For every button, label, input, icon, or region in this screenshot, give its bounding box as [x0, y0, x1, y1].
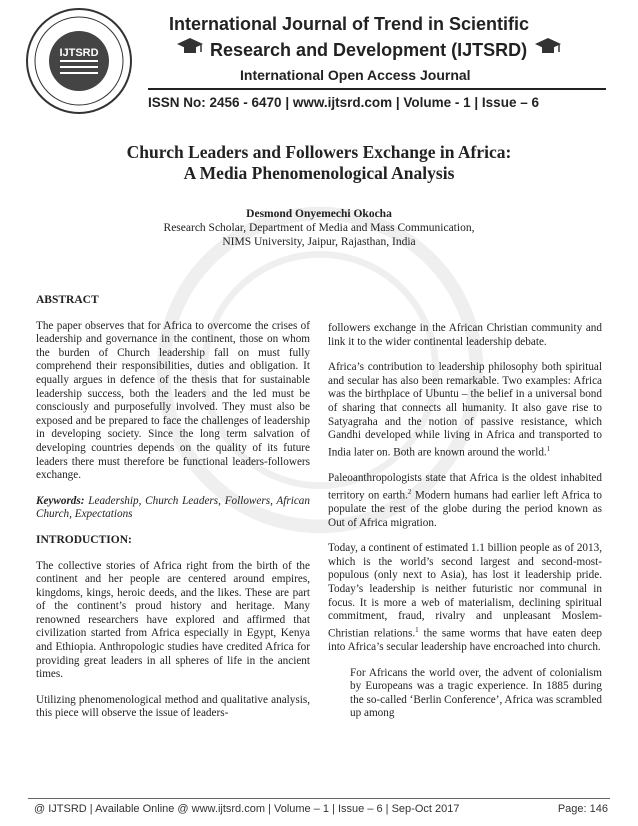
footnote-ref: 1 — [415, 625, 419, 634]
footnote-ref: 1 — [546, 444, 551, 453]
left-column — [36, 294, 310, 733]
paper-title-line1: Church Leaders and Followers Exchange in Africa: — [126, 142, 512, 162]
page-footer — [34, 803, 608, 815]
right-paragraph-2 — [328, 361, 602, 460]
right-paragraph-5: For Africans the world over, the advent of colonialism by Europeans was a tragic experience. In 1885 during the so-called ‘Berlin Conference’, Africa was scrambled up among — [350, 666, 602, 720]
author-affiliation-2: NIMS University, Jaipur, Rajasthan, India — [222, 236, 416, 248]
journal-title-line1: International Journal of Trend in Scientific — [168, 14, 530, 34]
right-paragraph-2-text: Africa’s contribution to leadership philosophy both spiritual and secular has also been remarkable. Two examples: Africa was the birthplace of Ubuntu – the belief in a universal bond of sharing that connects all humanity. It also gave rise to Satyagraha and the notion of passive resistance, which Gandhi developed while living in Africa and transported to India later on. Both are known around the world. — [328, 361, 602, 459]
abstract-heading: ABSTRACT — [36, 294, 99, 306]
page-number: Page: 146 — [557, 803, 608, 815]
author-name: Desmond Onyemechi Okocha — [246, 208, 392, 220]
intro-paragraph-2: Utilizing phenomenological method and qualitative analysis, this piece will observe the issue of leaders- — [36, 693, 310, 720]
abstract-text: The paper observes that for Africa to overcome the crises of leadership and governance in the continent, those on whom the burden of Church leadership fall on must fully comprehend their responsibilities, duties and obligation. It equally argues in defence of the thesis that for sustainable leadership success, both the leaders and the led must be consciously and purposefully involved. They must also be exposed and be prepared to face the challenges of leadership in developing society. Since the long term salvation of developing countries depends on the quality of its future leaders there must therefore be functional leaders-followers exchange. — [36, 319, 310, 482]
journal-title-line2: Research and Development (IJTSRD) — [210, 40, 528, 60]
intro-paragraph-1: The collective stories of Africa right from the birth of the continent and her people are centered around empires, kingdoms, kings, heroic deeds, and the likes. These are part of the continent’s proud history and heritage. Many renowned researchers have explored and affirmed that civilization started from Africa especially in Egypt, Kenya and Ethiopia. Anthropologic studies have credited Africa for providing great leaders in all spheres of life in the ancient times. — [36, 559, 310, 681]
right-paragraph-3a: Paleoanthropologists state that Africa is the oldest inhabited territory on earth. — [328, 472, 602, 502]
keywords-label: Keywords: — [36, 494, 85, 507]
keywords — [36, 495, 310, 522]
right-paragraph-3b: Modern humans had earlier left Africa to populate the rest of the globe during the period known as Out of Africa migration. — [328, 489, 602, 529]
right-paragraph-1: followers exchange in the African Christian community and link it to the wider continental leadership debate. — [328, 322, 602, 348]
keywords-text: Leadership, Church Leaders, Followers, African Church, Expectations — [36, 494, 310, 521]
issn-line: ISSN No: 2456 - 6470 | www.ijtsrd.com | Volume - 1 | Issue – 6 — [148, 95, 539, 110]
right-paragraph-4a: Today, a continent of estimated 1.1 billion people as of 2013, which is the world’s second largest and second-most-populous (only next to Asia), has lost it leadership pride. Today’s leadership is neither futuristic nor communal in focus. It is more a web of materialism, declining spiritual commitment, fraud, rivalry and unpleasant Moslem-Christian relations. — [328, 542, 602, 640]
right-paragraph-4 — [328, 542, 602, 654]
paper-title-line2: A Media Phenomenological Analysis — [183, 163, 455, 183]
footnote-ref: 2 — [407, 487, 412, 496]
author-affiliation-1: Research Scholar, Department of Media and Mass Communication, — [163, 222, 475, 234]
graduation-cap-icon-right — [534, 36, 562, 56]
footer-citation: @ IJTSRD | Available Online @ www.ijtsrd.com | Volume – 1 | Issue – 6 | Sep-Oct 2017 — [34, 803, 460, 815]
logo-text: IJTSRD — [59, 47, 99, 59]
right-paragraph-4b: the same worms that have eaten deep into Africa’s secular leadership have encroached into church. — [328, 627, 602, 654]
right-column — [328, 322, 602, 733]
journal-subtitle: International Open Access Journal — [240, 67, 471, 83]
journal-header — [0, 0, 638, 128]
graduation-cap-icon-left — [176, 36, 204, 56]
header-divider — [148, 88, 606, 90]
introduction-heading: INTRODUCTION: — [36, 533, 132, 546]
right-paragraph-3 — [328, 472, 602, 530]
footer-divider — [28, 798, 610, 799]
